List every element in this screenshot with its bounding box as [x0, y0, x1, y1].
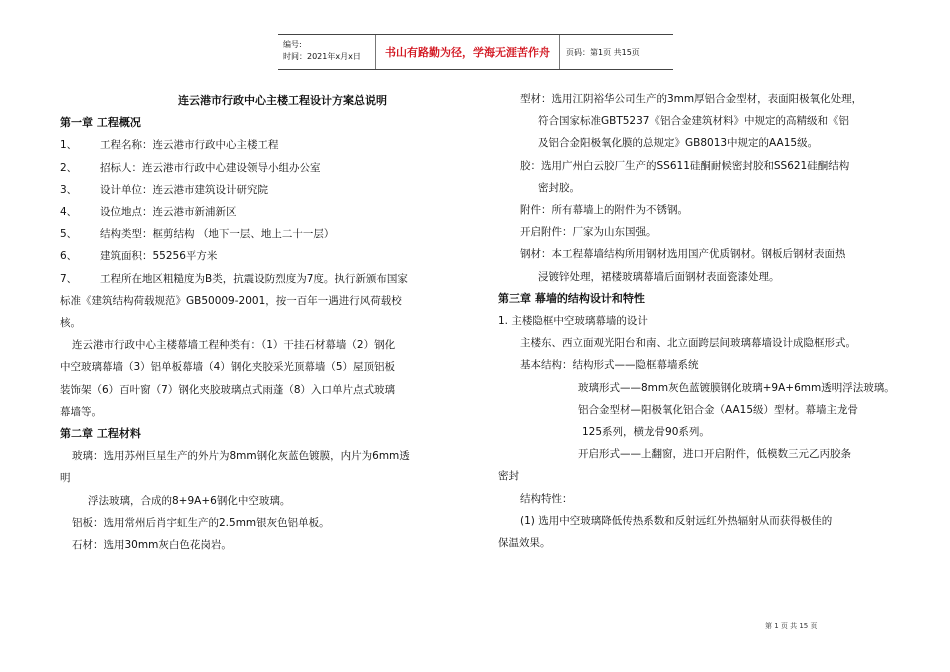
text-line: 中空玻璃幕墙（3）铝单板幕墙（4）钢化夹胶采光顶幕墙（5）屋顶铝板 — [60, 361, 396, 374]
chapter-3-heading: 第三章 幕墙的结构设计和特性 — [498, 291, 645, 305]
right-column — [498, 88, 913, 554]
text-line: 型材：选用江阴裕华公司生产的3mm厚铝合金型材，表面阳极氧化处理， — [520, 93, 863, 105]
page-header — [278, 34, 673, 70]
list-item-7: 7、 工程所在地区粗糙度为B类，抗震设防烈度为7度。执行新颁布国家 — [60, 272, 408, 285]
header-meta — [278, 35, 376, 69]
text-line: 铝板：选用常州后肖宇虹生产的2.5mm银灰色铝单板。 — [72, 516, 330, 529]
list-item: 6、 建筑面积：55256平方米 — [60, 250, 218, 263]
text-line: 密封 — [498, 470, 519, 483]
list-item: 2、 招标人：连云港市行政中心建设领导小组办公室 — [60, 161, 321, 174]
left-column — [60, 90, 475, 556]
section-1-heading: 1. 主楼隐框中空玻璃幕墙的设计 — [498, 315, 648, 328]
text-line: 钢材：本工程幕墙结构所用钢材选用国产优质钢材。钢板后钢材表面热 — [520, 248, 846, 261]
list-item: 5、 结构类型：框剪结构 （地下一层、地上二十一层） — [60, 228, 335, 241]
header-motto: 书山有路勤为径，学海无涯苦作舟 — [376, 35, 560, 69]
header-page-info: 页码：第1页 共15页 — [566, 47, 640, 57]
text-line: 玻璃：选用苏州巨星生产的外片为8mm钢化灰蓝色镀膜，内片为6mm透 — [72, 450, 410, 463]
text-line: 125系列，横龙骨90系列。 — [582, 426, 710, 439]
text-line: 及铝合金阳极氧化膜的总规定》GB8013中规定的AA15级。 — [538, 137, 819, 150]
text-line: 幕墙等。 — [60, 405, 102, 418]
text-line: 开启形式——上翻窗，进口开启附件，低模数三元乙丙胶条 — [578, 448, 851, 461]
text-line: 石材：选用30mm灰白色花岗岩。 — [72, 539, 232, 552]
page-footer: 第 1 页 共 15 页 — [765, 622, 818, 630]
text-line: 结构特性： — [520, 492, 573, 505]
code-label: 编号: — [283, 40, 302, 49]
text-line: 连云港市行政中心主楼幕墙工程种类有：（1）干挂石材幕墙（2）钢化 — [72, 339, 396, 352]
list-item: 1、 工程名称：连云港市行政中心主楼工程 — [60, 139, 279, 152]
text-line: 玻璃形式——8mm灰色蓝镀膜钢化玻璃+9A+6mm透明浮法玻璃。 — [578, 381, 895, 394]
text-line: 铝合金型材—阳极氧化铝合金（AA15级）型材。幕墙主龙骨 — [578, 403, 859, 416]
text-line: 基本结构：结构形式——隐框幕墙系统 — [520, 359, 699, 372]
text-line: 附件：所有幕墙上的附件为不锈钢。 — [520, 204, 688, 217]
text-line: 装饰架（6）百叶窗（7）钢化夹胶玻璃点式雨蓬（8）入口单片点式玻璃 — [60, 383, 396, 396]
text-line: 密封胶。 — [538, 181, 580, 194]
text-line: 符合国家标准GBT5237《铝合金建筑材料》中规定的高精级和《铝 — [538, 115, 849, 128]
text-line: 胶：选用广州白云胶厂生产的SS611硅酮耐候密封胶和SS621硅酮结构 — [520, 159, 850, 172]
chapter-2-heading: 第二章 工程材料 — [60, 427, 141, 441]
list-item: 4、 设位地点：连云港市新浦新区 — [60, 206, 237, 219]
text-line: 保温效果。 — [498, 537, 551, 550]
text-line: 开启附件：厂家为山东国强。 — [520, 226, 657, 239]
text-line: 明 — [60, 472, 71, 485]
text-line: 浸镀锌处理，裙楼玻璃幕墙后面钢材表面瓷漆处理。 — [538, 270, 780, 283]
time-label: 时间：2021年x月x日 — [283, 52, 361, 61]
text-line: 核。 — [60, 317, 81, 330]
text-line: 标准《建筑结构荷载规范》GB50009-2001，按一百年一遇进行风荷载校 — [60, 294, 402, 307]
document-title: 连云港市行政中心主楼工程设计方案总说明 — [178, 94, 387, 107]
chapter-1-heading: 第一章 工程概况 — [60, 116, 141, 130]
text-line: 浮法玻璃，合成的8+9A+6钢化中空玻璃。 — [88, 494, 291, 507]
text-line: 主楼东、西立面观光阳台和南、北立面跨层间玻璃幕墙设计成隐框形式。 — [520, 337, 856, 350]
list-item: 3、 设计单位：连云港市建筑设计研究院 — [60, 183, 268, 196]
text-line: (1) 选用中空玻璃降低传热系数和反射远红外热辐射从而获得极佳的 — [520, 514, 833, 527]
